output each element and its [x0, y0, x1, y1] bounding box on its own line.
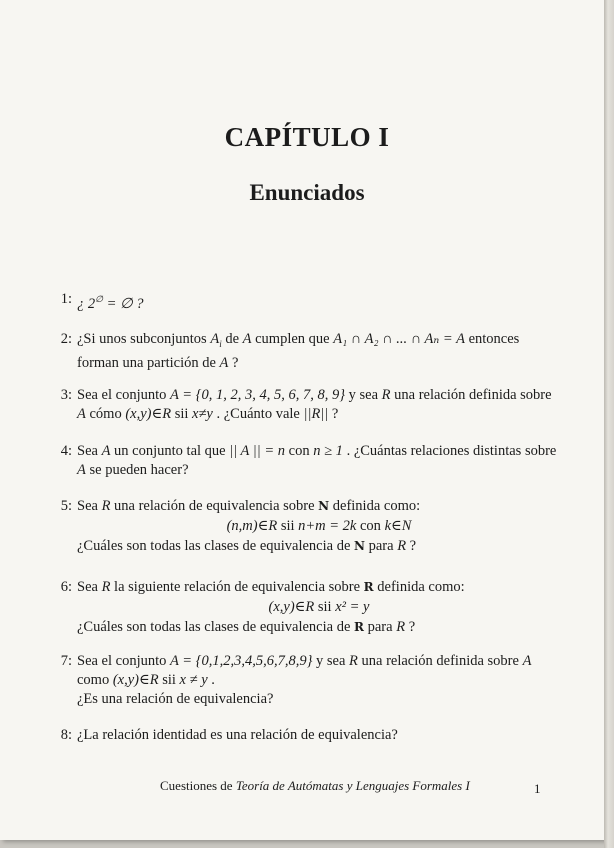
reals-symbol: R [354, 620, 364, 634]
text-fragment: entonces [464, 331, 520, 347]
text-fragment: una relación definida sobre [357, 653, 523, 669]
text-fragment: cumplen que [251, 331, 334, 347]
text-fragment: para [364, 538, 398, 554]
footer-book-title: Teoría de Autómatas y Lenguajes Formales I [235, 778, 470, 793]
text-fragment: R [397, 538, 407, 554]
question-number: 6: [60, 579, 72, 595]
text-fragment: Sea [77, 443, 102, 459]
text-fragment: cómo [85, 406, 126, 422]
text-fragment: y sea [345, 387, 382, 403]
q1-expr-sup: ∅ [95, 294, 103, 304]
text-fragment: x² = y [335, 599, 370, 615]
text-fragment: Sea [77, 498, 102, 514]
text-fragment: R [381, 387, 391, 403]
text-fragment: ||R|| [303, 406, 329, 422]
chapter-title: CAPÍTULO I [224, 122, 390, 152]
question-number: 4: [60, 443, 72, 459]
text-fragment: una relación definida sobre [390, 387, 552, 403]
text-fragment: x ≠ y [179, 672, 208, 688]
q5-line-1 [77, 497, 561, 516]
text-fragment: Sea [77, 579, 102, 595]
question-8 [48, 726, 561, 745]
text-fragment: A [242, 331, 252, 347]
text-fragment: A [101, 443, 111, 459]
text-fragment: de [221, 331, 243, 347]
text-fragment: (n,m)∈R [226, 518, 278, 534]
text-fragment: forman una partición de [77, 354, 220, 371]
text-fragment: definida como: [373, 579, 465, 595]
q3-line-1 [77, 386, 561, 405]
question-4 [48, 442, 561, 480]
question-5 [48, 497, 561, 556]
question-number: 2: [60, 331, 72, 347]
q2-line-1 [77, 330, 561, 354]
text-fragment: A [522, 653, 532, 669]
q3-set-expr: A = {0, 1, 2, 3, 4, 5, 6, 7, 8, 9} [170, 387, 346, 403]
naturals-symbol: N [354, 539, 365, 553]
reals-symbol: R [363, 580, 374, 594]
text-fragment: ¿Cuáles son todas las clases de equivalencia de [77, 538, 355, 554]
text-fragment: ? [328, 406, 339, 422]
question-3 [48, 386, 561, 424]
text-fragment: (x,y)∈R [112, 672, 159, 688]
text-fragment: R [396, 619, 406, 635]
text-fragment: k∈N [384, 518, 412, 534]
text-fragment: n ≥ 1 [313, 443, 343, 459]
text-fragment: para [364, 619, 397, 635]
text-fragment: y sea [312, 653, 350, 669]
text-fragment: sii [314, 599, 336, 615]
text-fragment: la siguiente relación de equivalencia sobre [110, 579, 364, 595]
q4-line-2 [77, 461, 561, 480]
text-fragment: sii [158, 672, 180, 688]
text-fragment: se pueden hacer? [85, 462, 189, 478]
text-fragment: R [101, 498, 111, 514]
naturals-symbol: N [318, 499, 330, 513]
q1-expr-a: ¿ 2 [77, 295, 96, 312]
text-fragment: ¿Si unos subconjuntos [77, 331, 211, 347]
text-fragment: una relación de equivalencia sobre [110, 498, 319, 514]
q6-definition [77, 598, 561, 617]
question-number: 3: [60, 387, 72, 403]
text-fragment: Sea el conjunto [77, 387, 171, 403]
question-2 [48, 330, 561, 373]
text-fragment: A [219, 354, 229, 371]
question-1 [48, 290, 561, 314]
text-fragment: ¿Cuáles son todas las clases de equivalencia de [77, 619, 355, 635]
q7-line-3: ¿Es una relación de equivalencia? [77, 691, 274, 707]
q5-line-3 [77, 537, 561, 556]
q6-line-3 [77, 618, 561, 637]
text-fragment: (x,y)∈R [268, 599, 315, 615]
text-fragment: n+m = 2k [298, 518, 357, 534]
question-6 [48, 578, 561, 637]
text-fragment: x≠y [192, 406, 213, 422]
text-fragment: ? [406, 538, 417, 554]
text-fragment: sii [171, 406, 193, 422]
text-fragment: A [77, 462, 86, 478]
q1-expr-b: = ∅ ? [102, 295, 144, 312]
q2-intersection-expr: A₁ ∩ A₂ ∩ ... ∩ Aₙ = A [333, 331, 465, 347]
text-fragment: con [356, 518, 385, 534]
question-7 [48, 652, 561, 709]
text-fragment: ? [405, 619, 416, 635]
q7-line-1 [77, 652, 561, 671]
q7-set-expr: A = {0,1,2,3,4,5,6,7,8,9} [170, 653, 313, 669]
q8-line-1: ¿La relación identidad es una relación de equivalencia? [77, 727, 398, 743]
text-fragment: . [207, 672, 215, 688]
text-fragment: (x,y)∈R [125, 406, 172, 422]
q5-definition [77, 517, 561, 536]
text-fragment: R [349, 653, 358, 669]
q3-line-2 [77, 405, 561, 424]
question-number: 1: [60, 291, 72, 307]
q7-line-2 [77, 671, 561, 690]
text-fragment: Sea el conjunto [77, 653, 171, 669]
text-fragment: i [219, 338, 222, 349]
q2-line-2 [77, 354, 561, 373]
text-fragment: un conjunto tal que [110, 443, 230, 459]
text-fragment: ? [228, 354, 239, 371]
question-number: 8: [60, 727, 72, 743]
text-fragment: A [77, 406, 86, 422]
text-fragment: R [101, 579, 111, 595]
text-fragment: A [210, 331, 220, 347]
question-number: 7: [60, 653, 72, 669]
chapter-subtitle: Enunciados [249, 180, 365, 205]
footer-text: Cuestiones de Teoría de Autómatas y Lenguajes Formales I [160, 778, 470, 793]
text-fragment: . ¿Cuánto vale [212, 406, 304, 422]
question-number: 5: [60, 498, 72, 514]
text-fragment: definida como: [329, 498, 421, 514]
text-fragment: como [77, 672, 113, 688]
q6-line-1 [77, 578, 561, 597]
text-fragment: con [285, 443, 314, 459]
text-fragment: || A || = n [229, 443, 286, 459]
page-number: 1 [534, 781, 541, 796]
q4-line-1 [77, 442, 561, 461]
text-fragment: sii [277, 518, 299, 534]
text-fragment: . ¿Cuántas relaciones distintas sobre [342, 443, 557, 459]
